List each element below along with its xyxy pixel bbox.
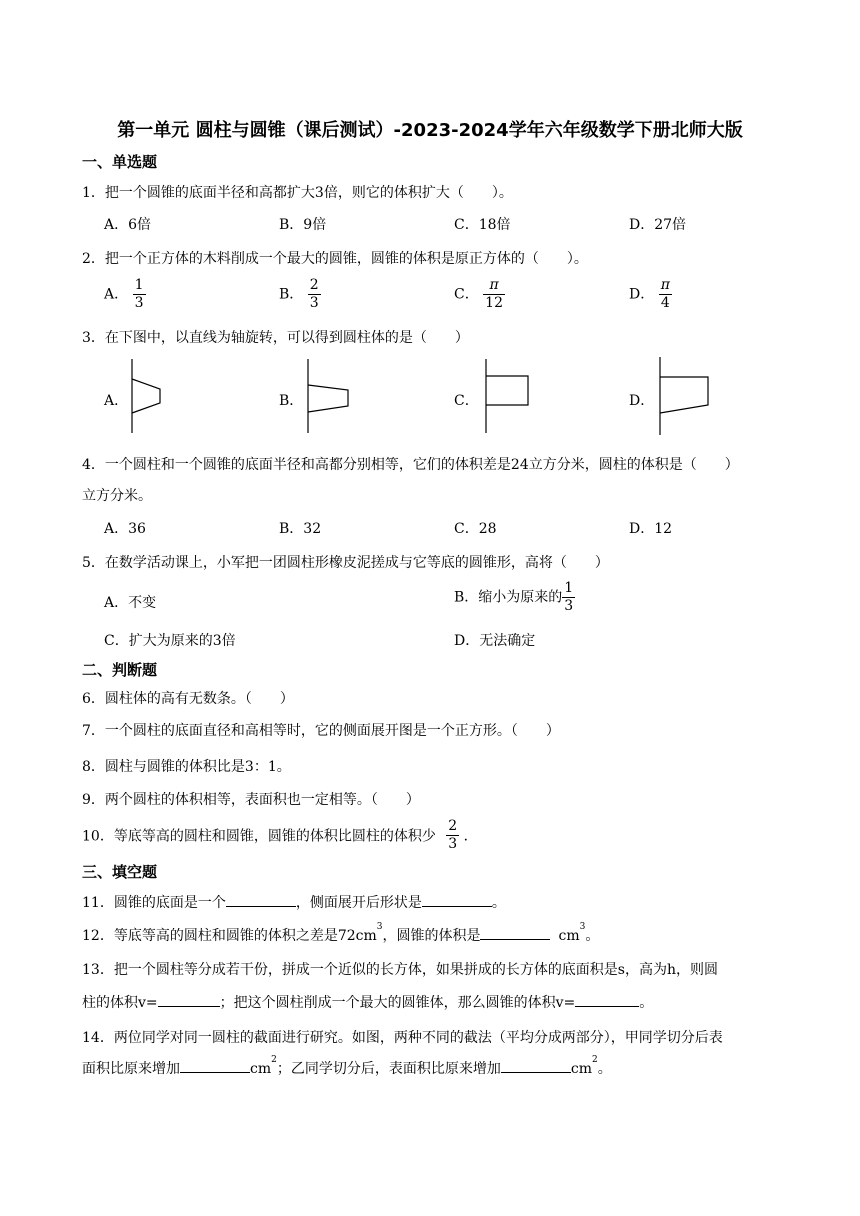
q4-option-a[interactable]: A．36	[104, 521, 146, 537]
q13-text-2: ；把这个圆柱削成一个最大的圆锥体，那么圆锥的体积v=	[219, 995, 576, 1011]
q1-option-b[interactable]: B．9倍	[279, 217, 327, 233]
q12-text-2: ，圆锥的体积是	[382, 928, 481, 944]
question-8: 8．圆柱与圆锥的体积比是3：1。	[82, 759, 291, 775]
q14-sup-2: 2	[591, 1055, 598, 1065]
q3-figure-b	[300, 357, 360, 435]
q14-text-3: ；乙同学切分后，表面积比原来增加	[276, 1061, 501, 1077]
page-title: 第一单元 圆柱与圆锥（课后测试）-2023-2024学年六年级数学下册北师大版	[117, 120, 743, 141]
question-4-line-1: 4．一个圆柱和一个圆锥的底面半径和高都分别相等，它们的体积差是24立方分米，圆柱的体积是（ ）	[82, 457, 739, 473]
q4-option-b[interactable]: B．32	[279, 521, 322, 537]
question-6: 6．圆柱体的高有无数条。（ ）	[82, 691, 294, 707]
q2-option-b[interactable]	[279, 277, 321, 312]
q3-option-d[interactable]: D．	[629, 393, 655, 409]
q12-sup-1: 3	[376, 922, 383, 932]
q1-option-d[interactable]: D．27倍	[629, 217, 687, 233]
q2-d-fraction	[659, 277, 672, 312]
q1-option-a[interactable]: A．6倍	[104, 217, 152, 233]
q2-a-fraction	[133, 277, 146, 312]
denominator: 3	[134, 295, 144, 311]
q2-option-c[interactable]	[454, 277, 505, 312]
q5-option-b[interactable]	[454, 580, 575, 615]
q2-d-label: D．	[629, 286, 655, 303]
q12-blank[interactable]	[480, 925, 550, 940]
q4-option-c[interactable]: C．28	[454, 521, 497, 537]
q11-text-2: ，侧面展开后形状是	[295, 895, 422, 911]
numerator: π	[489, 277, 499, 293]
question-11	[82, 892, 506, 912]
denominator: 3	[309, 295, 319, 311]
numerator: 2	[309, 277, 319, 293]
q11-blank-1[interactable]	[226, 892, 296, 907]
numerator: π	[660, 277, 670, 293]
q14-text-4: cm	[570, 1061, 592, 1077]
q4-option-d[interactable]: D．12	[629, 521, 673, 537]
q2-option-d[interactable]	[629, 277, 672, 312]
q10-end: ．	[463, 828, 478, 845]
denominator: 3	[448, 836, 458, 852]
question-1: 1．把一个圆锥的底面半径和高都扩大3倍，则它的体积扩大（ ）。	[82, 185, 513, 201]
q10-fraction	[446, 818, 459, 853]
q3-figure-c	[478, 357, 538, 435]
section-fill-in: 三、填空题	[82, 863, 158, 881]
question-14-line-2	[82, 1055, 612, 1078]
q14-text-5: 。	[597, 1061, 612, 1077]
denominator: 3	[564, 598, 574, 614]
q14-sup-1: 2	[271, 1055, 277, 1065]
q5-option-a[interactable]: A．不变	[104, 595, 157, 611]
question-14-line-1: 14．两位同学对同一圆柱的截面进行研究。如图，两种不同的截法（平均分成两部分），甲同学切分后表	[82, 1030, 723, 1046]
q11-blank-2[interactable]	[422, 892, 492, 907]
q14-blank-2[interactable]	[501, 1058, 571, 1073]
q1-option-c[interactable]: C．18倍	[454, 217, 511, 233]
q2-b-fraction	[308, 277, 321, 312]
question-7: 7．一个圆柱的底面直径和高相等时，它的侧面展开图是一个正方形。（ ）	[82, 723, 560, 739]
q5-option-d[interactable]: D．无法确定	[454, 633, 536, 649]
numerator: 2	[448, 818, 458, 834]
q3-figure-d	[652, 355, 718, 437]
q2-option-a[interactable]	[104, 277, 146, 312]
q2-b-label: B．	[279, 286, 304, 303]
q14-text-1: 面积比原来增加	[82, 1061, 180, 1077]
section-true-false: 二、判断题	[82, 661, 158, 679]
question-13-line-1: 13．把一个圆柱等分成若干份，拼成一个近似的长方体，如果拼成的长方体的底面积是s，高为h，则圆	[82, 962, 719, 978]
q12-text-3: cm	[558, 928, 580, 944]
question-4-line-2: 立方分米。	[82, 488, 152, 504]
q10-text: 10．等底等高的圆柱和圆锥，圆锥的体积比圆柱的体积少	[82, 828, 436, 845]
denominator: 4	[659, 294, 672, 312]
question-5: 5．在数学活动课上，小军把一团圆柱形橡皮泥搓成与它等底的圆锥形，高将（ ）	[82, 555, 609, 571]
q2-c-label: C．	[454, 286, 479, 303]
q13-text-3: 。	[639, 995, 654, 1011]
q3-figure-a	[124, 357, 172, 435]
q2-c-fraction	[483, 277, 505, 312]
question-3: 3．在下图中，以直线为轴旋转，可以得到圆柱体的是（ ）	[82, 330, 469, 346]
q12-sup-2: 3	[579, 922, 586, 932]
question-13-line-2	[82, 992, 653, 1012]
q13-blank-1[interactable]	[158, 992, 220, 1007]
numerator: 1	[134, 277, 144, 293]
q14-text-2: cm	[250, 1061, 272, 1077]
q13-blank-2[interactable]	[575, 992, 639, 1007]
q11-text-1: 11．圆锥的底面是一个	[82, 895, 226, 911]
question-12	[82, 922, 600, 945]
q11-text-3: 。	[491, 895, 506, 911]
q5-b-text: B．缩小为原来的	[454, 589, 563, 606]
q3-option-a[interactable]: A．	[104, 393, 129, 409]
section-single-choice: 一、单选题	[82, 153, 158, 171]
q3-option-c[interactable]: C．	[454, 393, 479, 409]
q3-option-b[interactable]: B．	[279, 393, 304, 409]
q2-a-label: A．	[104, 286, 129, 303]
question-2: 2．把一个正方体的木料削成一个最大的圆锥，圆锥的体积是原正方体的（ ）。	[82, 251, 588, 267]
q5-b-fraction	[562, 580, 575, 615]
denominator: 12	[485, 295, 503, 311]
question-10	[82, 818, 478, 853]
numerator: 1	[564, 580, 574, 596]
q5-option-c[interactable]: C．扩大为原来的3倍	[104, 633, 236, 649]
q12-text-1: 12．等底等高的圆柱和圆锥的体积之差是72cm	[82, 928, 377, 944]
q14-blank-1[interactable]	[180, 1058, 250, 1073]
q12-text-4: 。	[585, 928, 600, 944]
question-9: 9．两个圆柱的体积相等，表面积也一定相等。（ ）	[82, 792, 420, 808]
q13-text-1: 柱的体积v=	[82, 995, 158, 1011]
